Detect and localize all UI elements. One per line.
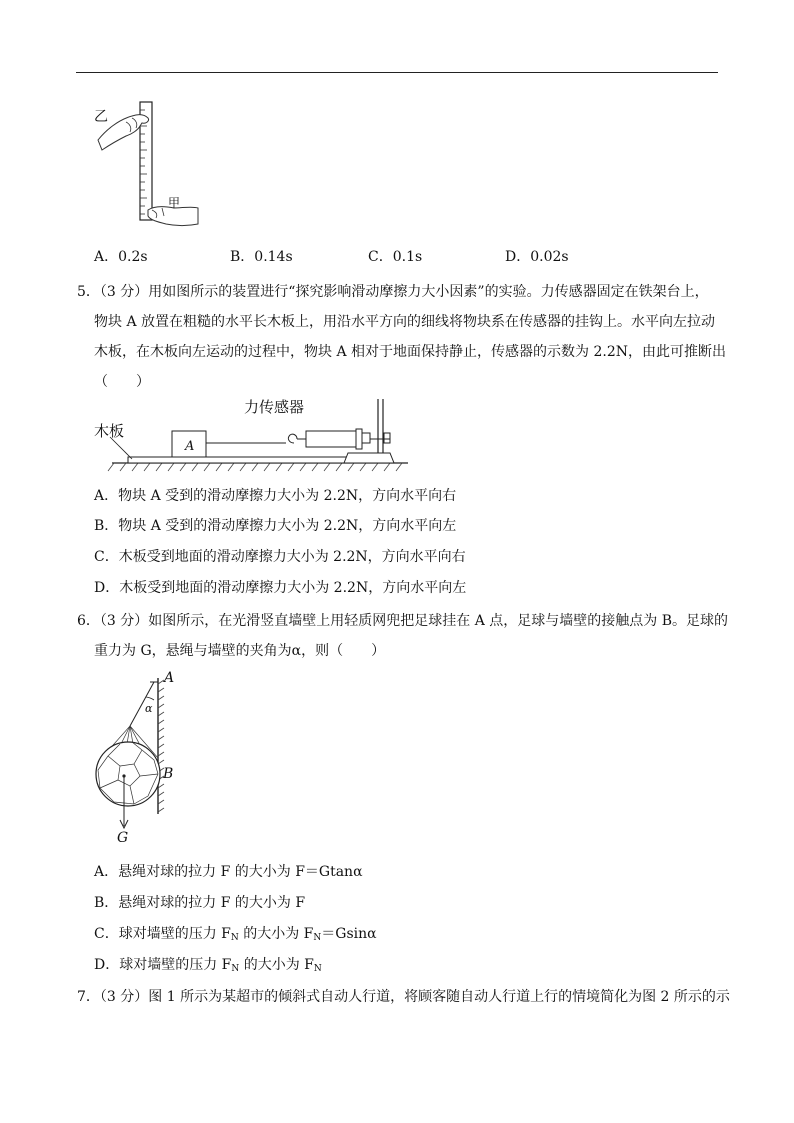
figure-label-board: 木板 — [94, 422, 125, 440]
q5-stem-line-2: 物块 A 放置在粗糙的水平长木板上，用沿水平方向的细线将物块系在传感器的挂钩上。水平向左拉动 — [94, 314, 716, 330]
q6-option-b: B．悬绳对球的拉力 F 的大小为 F — [94, 895, 306, 911]
q5-option-d: D．木板受到地面的滑动摩擦力大小为 2.2N，方向水平向左 — [94, 580, 467, 596]
q4-option-c: C．0.1s — [368, 249, 423, 265]
figure-label-point-a: A — [164, 670, 175, 686]
q6-stem-line-2: 重力为 G，悬绳与墙壁的夹角为α，则（ ） — [94, 643, 386, 659]
q6-option-a: A．悬绳对球的拉力 F 的大小为 F＝Gtanα — [94, 864, 363, 880]
ruler-reaction-figure — [92, 100, 204, 230]
header-rule — [76, 72, 718, 73]
q5-option-a: A．物块 A 受到的滑动摩擦力大小为 2.2N，方向水平向右 — [94, 488, 457, 504]
hanging-ball-figure — [90, 670, 190, 848]
q5-option-b: B．物块 A 受到的滑动摩擦力大小为 2.2N，方向水平向左 — [94, 518, 457, 534]
q6-stem-line-1: 6．（3 分）如图所示，在光滑竖直墙壁上用轻质网兜把足球挂在 A 点，足球与墙壁的接触点为 B。足球的 — [77, 613, 729, 629]
q5-stem-line-1: 5．（3 分）用如图所示的装置进行“探究影响滑动摩擦力大小因素”的实验。力传感器固定在铁架台上， — [77, 284, 709, 300]
figure-label-yi: 乙 — [94, 109, 108, 125]
q7-stem-line-1: 7．（3 分）图 1 所示为某超市的倾斜式自动人行道，将顾客随自动人行道上行的情境简化为图 2 所示的示 — [77, 989, 730, 1005]
figure-label-point-b: B — [163, 766, 174, 782]
q5-option-c: C．木板受到地面的滑动摩擦力大小为 2.2N，方向水平向右 — [94, 549, 466, 565]
q5-stem-line-4: （ ） — [94, 374, 150, 390]
q6-option-c: C．球对墙壁的压力 $F_N$ 的大小为 $F_N=Gsin\alpha$ — [94, 926, 377, 943]
q4-option-a: A．0.2s — [94, 249, 148, 265]
q4-option-b: B．0.14s — [230, 249, 293, 265]
figure-label-block-a: A — [185, 439, 195, 454]
figure-label-gravity: G — [117, 830, 129, 846]
figure-label-jia: 甲 — [168, 196, 181, 210]
q6-option-d: D．球对墙壁的压力 $F_N$ 的大小为 $F_N$ — [94, 957, 322, 974]
figure-label-alpha: α — [145, 702, 153, 715]
q4-option-d: D．0.02s — [505, 249, 569, 265]
figure-label-sensor: 力传感器 — [244, 398, 305, 416]
q5-stem-line-3: 木板，在木板向左运动的过程中，物块 A 相对于地面保持静止，传感器的示数为 2.2N，由此可推断出 — [94, 344, 726, 360]
